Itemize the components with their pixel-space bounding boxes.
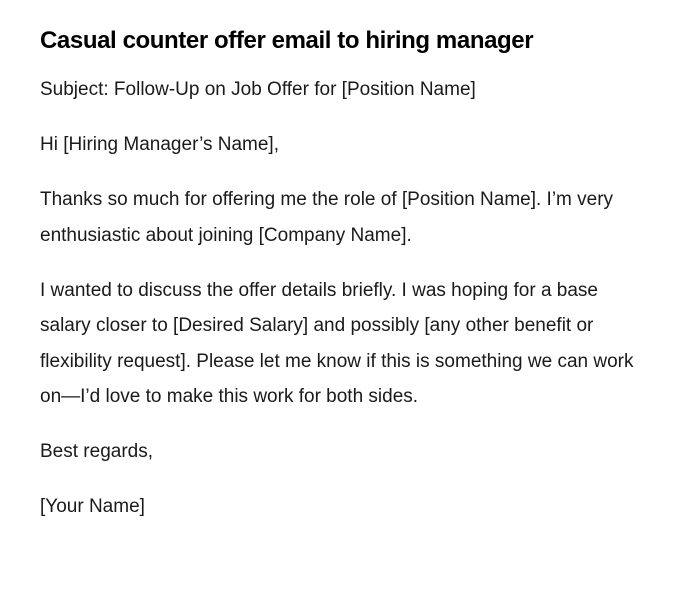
email-template-document [40, 26, 644, 525]
email-greeting: Hi [Hiring Manager’s Name], [40, 134, 279, 155]
document-title: Casual counter offer email to hiring manager [40, 27, 534, 54]
email-body-paragraph-2: I wanted to discuss the offer details briefly. I was hoping for a base salary closer to [Desired Salary] and possibly [any other benefit or flexibility request]. Please let me know if this is something we can work on—I’d love to make this work for both sides. [40, 279, 634, 407]
email-subject-line: Subject: Follow-Up on Job Offer for [Position Name] [40, 79, 476, 100]
email-signature: [Your Name] [40, 496, 145, 517]
email-closing: Best regards, [40, 441, 153, 462]
email-body-paragraph-1: Thanks so much for offering me the role of [Position Name]. I’m very enthusiastic about joining [Company Name]. [40, 189, 614, 246]
